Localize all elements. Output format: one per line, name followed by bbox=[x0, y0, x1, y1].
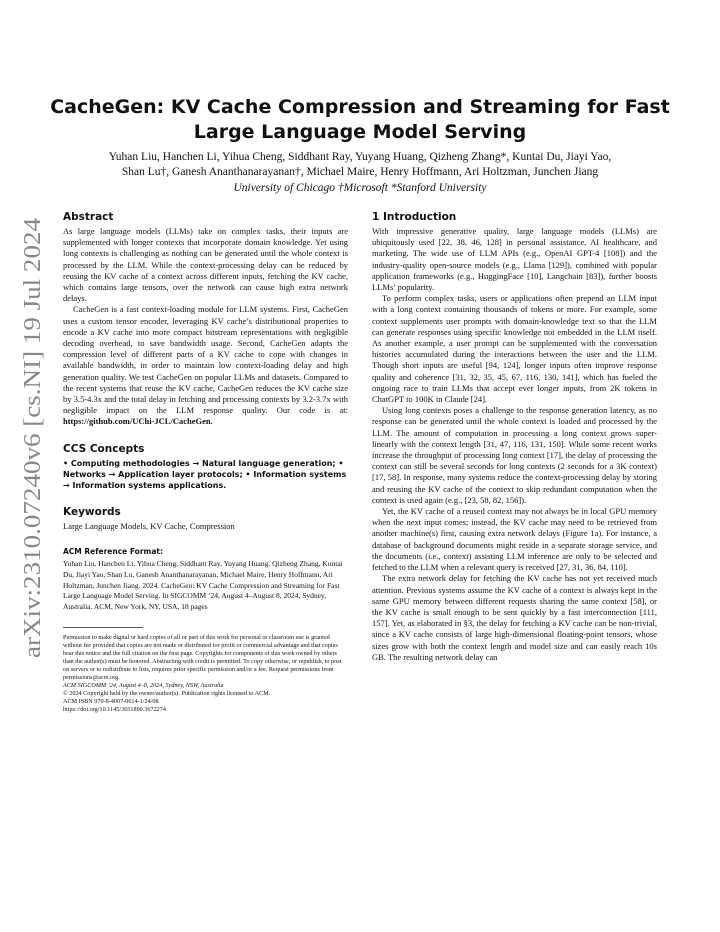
abstract-heading: Abstract bbox=[63, 211, 114, 223]
intro-paragraph-3: Using long contexts poses a challenge to the response generation latency, as no response can be generated until the whole context is loaded and processed by the LLM. The amount of computation in processing a long context grows super-linearly with the context length [31, 47, 116, 131, 150]. While some recent works increase the throughput of processing long context [17], the delay of processing the context can still be several seconds for long contexts (2 seconds for a 3K context) [17, 58]. In response, many systems reduce the context-processing delay by storing and reusing the KV cache of the context to skip redundant computation when the context is used again (e.g., [23, 58, 82, 156]). bbox=[372, 405, 657, 505]
authors-line-1: Yuhan Liu, Hanchen Li, Yihua Cheng, Siddhant Ray, Yuyang Huang, Qizheng Zhang*, Kuntai Du, Jiayi Yao, bbox=[108, 151, 612, 163]
footnote-rule bbox=[63, 627, 143, 628]
arxiv-identifier: arXiv:2310.07240v6 [cs.NI] 19 Jul 2024 bbox=[20, 267, 46, 658]
keywords-text: Large Language Models, KV Cache, Compression bbox=[63, 520, 235, 531]
paper-title: CacheGen: KV Cache Compression and Streaming for Fast Large Language Model Serving bbox=[50, 96, 670, 143]
introduction-heading: 1 Introduction bbox=[372, 211, 457, 223]
abstract-paragraph-1: As large language models (LLMs) take on complex tasks, their inputs are supplemented with longer contexts that incorporate domain knowledge. Yet using long contexts is challenging as nothing can be generated until the whole context is processed by the LLM. While the context-processing delay can be reduced by reusing the KV cache of a context across different inputs, fetching the KV cache, which contains large tensors, over the network can cause high extra network delays. bbox=[63, 226, 348, 304]
ccs-concepts: • Computing methodologies → Natural language generation; • Networks → Application layer protocols; • Information systems → Information systems applications. bbox=[63, 458, 347, 490]
affiliations: University of Chicago †Microsoft *Stanford University bbox=[233, 182, 487, 194]
keywords-heading: Keywords bbox=[63, 505, 121, 518]
intro-paragraph-2: To perform complex tasks, users or applications often prepend an LLM input with a long context containing thousands of tokens or more. For example, some context supplements user prompts with domain-knowledge text so that the LLM can generate responses using specific knowledge not embedded in the LLM itself. As another example, a user prompt can be supplemented with the conversation histories accumulated during the interactions between the user and the LLM. Though short inputs are useful [94, 124], longer inputs often improve response quality and coherence [31, 32, 35, 45, 67, 116, 130, 141], which has fueled the ongoing race to train LLMs that accept ever longer inputs, from 2K tokens in ChatGPT to 100K in Claude [24]. bbox=[372, 293, 657, 405]
left-column bbox=[63, 206, 348, 714]
abstract-paragraph-2-text: CacheGen is a fast context-loading module for LLM systems. First, CacheGen uses a custom tensor encoder, leveraging KV cache’s distributional properties to encode a KV cache into more compact bitstream representations with negligible decoding overhead, to save bandwidth usage. Second, CacheGen adapts the compression level of different parts of a KV cache to cope with changes in available bandwidth, in order to maintain low context-loading delay and high generation quality. We test CacheGen on popular LLMs and datasets. Compared to the recent systems that reuse the KV cache, CacheGen reduces the KV cache size by 3.5-4.3x and the total delay in fetching and processing contexts by 3.2-3.7x with negligible impact on the LLM response quality. Our code is at: bbox=[63, 304, 348, 416]
permission-notice bbox=[63, 634, 348, 714]
abstract-paragraph-2 bbox=[63, 304, 348, 427]
conference-line: ACM SIGCOMM ’24, August 4–8, 2024, Sydney, NSW, Australia bbox=[63, 682, 224, 690]
code-link[interactable]: https://github.com/UChi-JCL/CacheGen. bbox=[63, 416, 213, 427]
authors-line-2: Shan Lu†, Ganesh Ananthanarayanan†, Michael Maire, Henry Hoffmann, Ari Holtzman, Junchen Jiang bbox=[121, 166, 599, 178]
intro-paragraph-4: Yet, the KV cache of a reused context may not always be in local GPU memory when the next input comes; instead, the KV cache may need to be retrieved from another machine(s) first, causing extra network delays (Figure 1a). For instance, a database of background documents might reside in a separate storage service, and the documents (i.e., context) assisting LLM inference are only to be selected and fetched to the LLM when a relevant query is received [27, 31, 36, 84, 110]. bbox=[372, 506, 657, 573]
author-list bbox=[60, 150, 660, 180]
ccs-heading: CCS Concepts bbox=[63, 442, 145, 455]
intro-paragraph-1: With impressive generative quality, large language models (LLMs) are ubiquitously used [22, 38, 46, 128] in personal assistance, AI healthcare, and marketing. The wide use of LLM APIs (e.g., OpenAI GPT-4 [108]) and the industry-quality open-source models (e.g., Llama [129]), combined with popular application frameworks (e.g., HuggingFace [10], Langchain [83]), further boosts LLMs’ popularity. bbox=[372, 226, 657, 293]
doi-link[interactable]: https://doi.org/10.1145/3651890.3672274 bbox=[63, 706, 166, 714]
isbn-line: ACM ISBN 979-8-4007-0614-1/24/08 bbox=[63, 698, 159, 706]
arxiv-sidebar bbox=[10, 218, 48, 658]
right-column bbox=[372, 206, 657, 663]
copyright-line: © 2024 Copyright held by the owner/author(s). Publication rights licensed to ACM. bbox=[63, 690, 271, 698]
permission-text: Permission to make digital or hard copies of all or part of this work for personal or classroom use is granted without fee provided that copies are not made or distributed for profit or commercial advantage and that copies bear this notice and the full citation on the first page. Copyrights for components of this work owned by others than the author(s) must be honored. Abstracting with credit is permitted. To copy otherwise, or republish, to post on servers or to redistribute to lists, requires prior specific permission and/or a fee. Request permissions from permissions@acm.org. bbox=[63, 634, 342, 682]
reference-format-text: Yuhan Liu, Hanchen Li, Yihua Cheng, Siddhant Ray, Yuyang Huang, Qizheng Zhang, Kuntai Du, Jiayi Yao, Shan Lu, Ganesh Ananthanarayanan, Michael Maire, Henry Hoffmann, Ari Holtzman, Junchen Jiang. 2024. CacheGen: KV Cache Compression and Streaming for Fast Large Language Model Serving. In SIGCOMM ’24, August 4–August 8, 2024, Sydney, Australia. ACM, New York, NY, USA, 18 pages bbox=[63, 559, 343, 612]
reference-format-heading: ACM Reference Format: bbox=[63, 546, 163, 556]
intro-paragraph-5: The extra network delay for fetching the KV cache has not yet received much attention. Previous systems assume the KV cache of a context is always kept in the same GPU memory between different requests sharing the same context [58], or the KV cache is small enough to be sent quickly by a fast interconnection [111, 157]. Yet, as elaborated in §3, the delay for fetching a KV cache can be non-trivial, since a KV cache consists of large high-dimensional floating-point tensors, whose sizes grow with both the context length and model size and can easily reach 10s GB. The resulting network delay can bbox=[372, 573, 657, 662]
